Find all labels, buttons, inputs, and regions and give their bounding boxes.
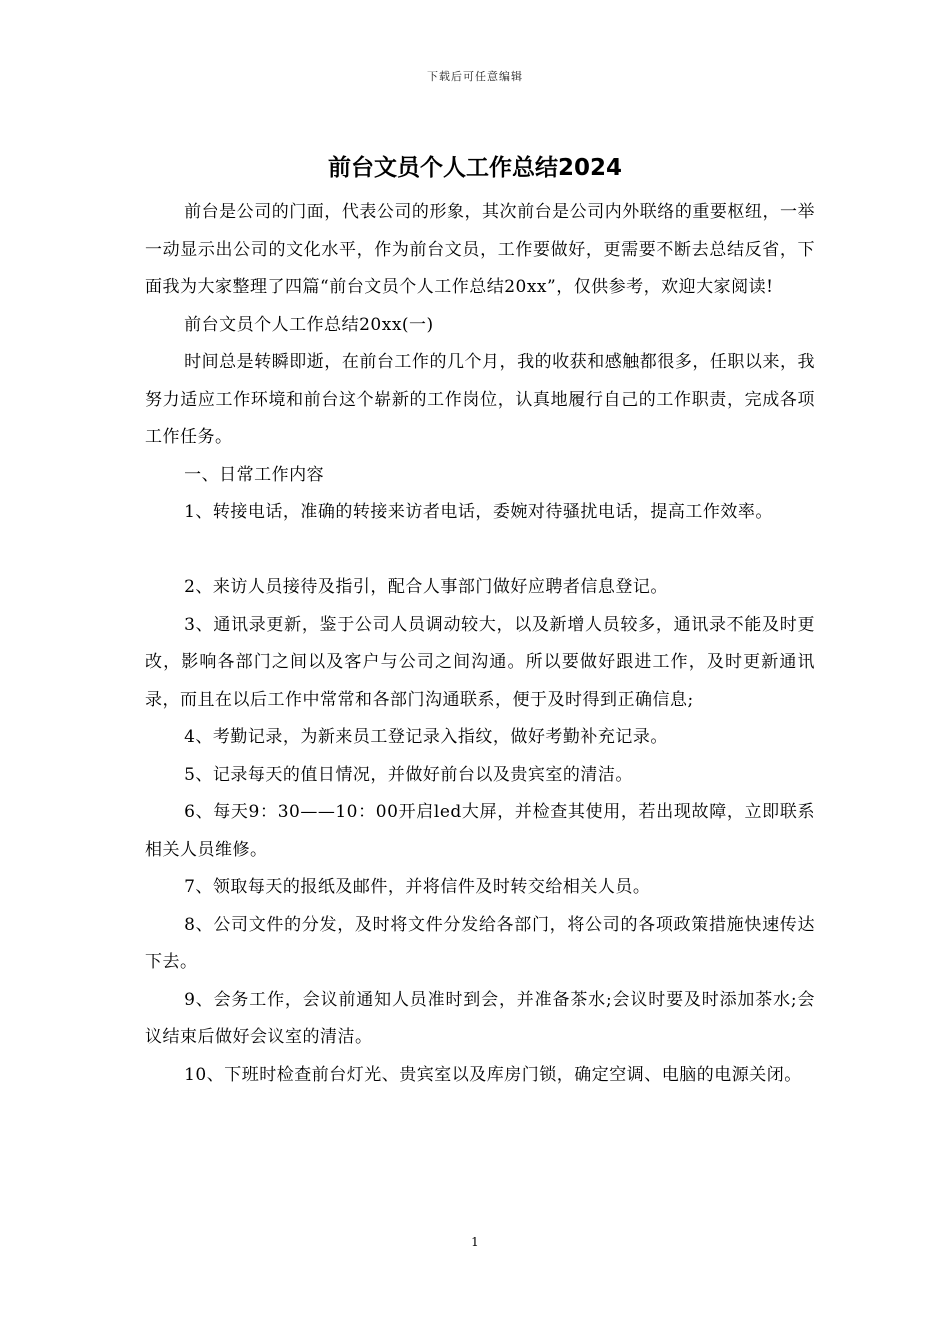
- document-title: 前台文员个人工作总结2024: [327, 155, 622, 181]
- paragraph-item-6: 6、每天9：30——10：00开启led大屏，并检查其使用，若出现故障，立即联系相关人员维修。: [145, 802, 815, 860]
- paragraph-item-9: 9、会务工作，会议前通知人员准时到会，并准备茶水;会议时要及时添加茶水;会议结束后做好会议室的清洁。: [145, 989, 815, 1047]
- page-header-note: 下载后可任意编辑: [427, 70, 523, 83]
- paragraph-item-3: 3、通讯录更新，鉴于公司人员调动较大，以及新增人员较多，通讯录不能及时更改，影响各部门之间以及客户与公司之间沟通。所以要做好跟进工作，及时更新通讯录，而且在以后工作中常常和各部门沟通联系，便于及时得到正确信息;: [145, 614, 815, 710]
- paragraph-subheading: 一、日常工作内容: [184, 464, 325, 485]
- paragraph-item-5: 5、记录每天的值日情况，并做好前台以及贵宾室的清洁。: [184, 764, 633, 785]
- paragraph-item-7: 7、领取每天的报纸及邮件，并将信件及时转交给相关人员。: [184, 877, 651, 897]
- paragraph-section-heading: 前台文员个人工作总结20xx(一): [184, 314, 434, 335]
- paragraph-item-10: 10、下班时检查前台灯光、贵宾室以及库房门锁，确定空调、电脑的电源关闭。: [184, 1064, 802, 1085]
- page-number: 1: [471, 1235, 479, 1249]
- paragraph-item-8: 8、公司文件的分发，及时将文件分发给各部门，将公司的各项政策措施快速传达下去。: [145, 914, 815, 972]
- paragraph-item-1: 1、转接电话，准确的转接来访者电话，委婉对待骚扰电话，提高工作效率。: [184, 502, 773, 522]
- paragraph-item-2: 2、来访人员接待及指引，配合人事部门做好应聘者信息登记。: [184, 577, 668, 597]
- paragraph-item-4: 4、考勤记录，为新来员工登记录入指纹，做好考勤补充记录。: [184, 727, 668, 747]
- paragraph-summary: 时间总是转瞬即逝，在前台工作的几个月，我的收获和感触都很多，任职以来，我努力适应工作环境和前台这个崭新的工作岗位，认真地履行自己的工作职责，完成各项工作任务。: [145, 352, 815, 447]
- document-body: [145, 194, 815, 1094]
- paragraph-intro: 前台是公司的门面，代表公司的形象，其次前台是公司内外联络的重要枢纽，一举一动显示出公司的文化水平，作为前台文员，工作要做好，更需要不断去总结反省，下面我为大家整理了四篇“前台文员个人工作总结20xx”，仅供参考，欢迎大家阅读!: [145, 202, 815, 297]
